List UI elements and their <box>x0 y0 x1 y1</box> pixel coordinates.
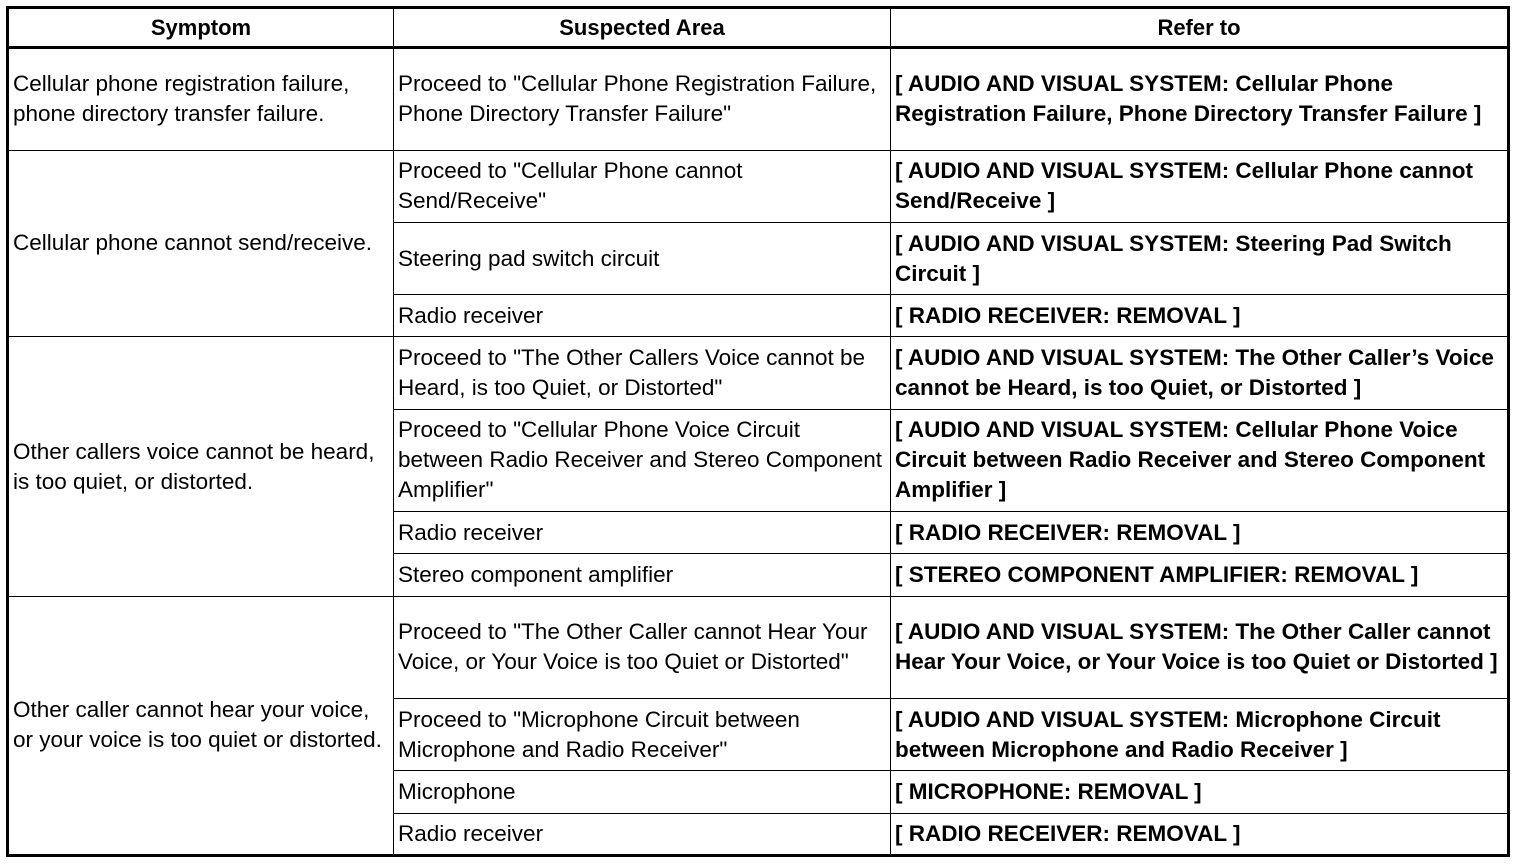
table-row <box>8 150 1509 222</box>
header-suspected-area: Suspected Area <box>394 8 891 48</box>
suspected-area-cell: Proceed to "Cellular Phone Registration Failure, Phone Directory Transfer Failure" <box>394 48 891 151</box>
suspected-area-cell: Steering pad switch circuit <box>394 222 891 294</box>
refer-to-link[interactable]: [ AUDIO AND VISUAL SYSTEM: Cellular Phone Voice Circuit between Radio Receiver and Stereo Component Amplifier ] <box>891 409 1509 512</box>
suspected-area-cell: Proceed to "Microphone Circuit between Microphone and Radio Receiver" <box>394 699 891 771</box>
refer-to-link[interactable]: [ STEREO COMPONENT AMPLIFIER: REMOVAL ] <box>891 554 1509 596</box>
refer-to-link[interactable]: [ AUDIO AND VISUAL SYSTEM: Microphone Circuit between Microphone and Radio Receiver ] <box>891 699 1509 771</box>
symptom-cell: Cellular phone cannot send/receive. <box>8 150 394 337</box>
refer-to-link[interactable]: [ MICROPHONE: REMOVAL ] <box>891 771 1509 813</box>
header-row <box>8 8 1509 48</box>
table-row <box>8 48 1509 151</box>
refer-to-link[interactable]: [ AUDIO AND VISUAL SYSTEM: Cellular Phone cannot Send/Receive ] <box>891 150 1509 222</box>
refer-to-link[interactable]: [ RADIO RECEIVER: REMOVAL ] <box>891 512 1509 554</box>
symptom-cell: Other callers voice cannot be heard, is too quiet, or distorted. <box>8 337 394 596</box>
suspected-area-cell: Proceed to "Cellular Phone cannot Send/Receive" <box>394 150 891 222</box>
symptom-cell: Cellular phone registration failure, phone directory transfer failure. <box>8 48 394 151</box>
table-row <box>8 596 1509 699</box>
suspected-area-cell: Radio receiver <box>394 813 891 855</box>
header-symptom: Symptom <box>8 8 394 48</box>
suspected-area-cell: Radio receiver <box>394 512 891 554</box>
refer-to-link[interactable]: [ AUDIO AND VISUAL SYSTEM: Steering Pad Switch Circuit ] <box>891 222 1509 294</box>
suspected-area-cell: Proceed to "The Other Caller cannot Hear Your Voice, or Your Voice is too Quiet or Distorted" <box>394 596 891 699</box>
refer-to-link[interactable]: [ RADIO RECEIVER: REMOVAL ] <box>891 813 1509 855</box>
header-refer-to: Refer to <box>891 8 1509 48</box>
suspected-area-cell: Stereo component amplifier <box>394 554 891 596</box>
refer-to-link[interactable]: [ RADIO RECEIVER: REMOVAL ] <box>891 295 1509 337</box>
refer-to-link[interactable]: [ AUDIO AND VISUAL SYSTEM: Cellular Phone Registration Failure, Phone Directory Transfer Failure ] <box>891 48 1509 151</box>
troubleshooting-table-wrapper <box>6 6 1507 857</box>
symptom-cell: Other caller cannot hear your voice, or your voice is too quiet or distorted. <box>8 596 394 855</box>
suspected-area-cell: Proceed to "The Other Callers Voice cannot be Heard, is too Quiet, or Distorted" <box>394 337 891 409</box>
suspected-area-cell: Radio receiver <box>394 295 891 337</box>
table-row <box>8 337 1509 409</box>
suspected-area-cell: Microphone <box>394 771 891 813</box>
suspected-area-cell: Proceed to "Cellular Phone Voice Circuit between Radio Receiver and Stereo Component Amplifier" <box>394 409 891 512</box>
refer-to-link[interactable]: [ AUDIO AND VISUAL SYSTEM: The Other Caller’s Voice cannot be Heard, is too Quiet, or Distorted ] <box>891 337 1509 409</box>
refer-to-link[interactable]: [ AUDIO AND VISUAL SYSTEM: The Other Caller cannot Hear Your Voice, or Your Voice is too Quiet or Distorted ] <box>891 596 1509 699</box>
troubleshooting-table <box>6 6 1510 857</box>
